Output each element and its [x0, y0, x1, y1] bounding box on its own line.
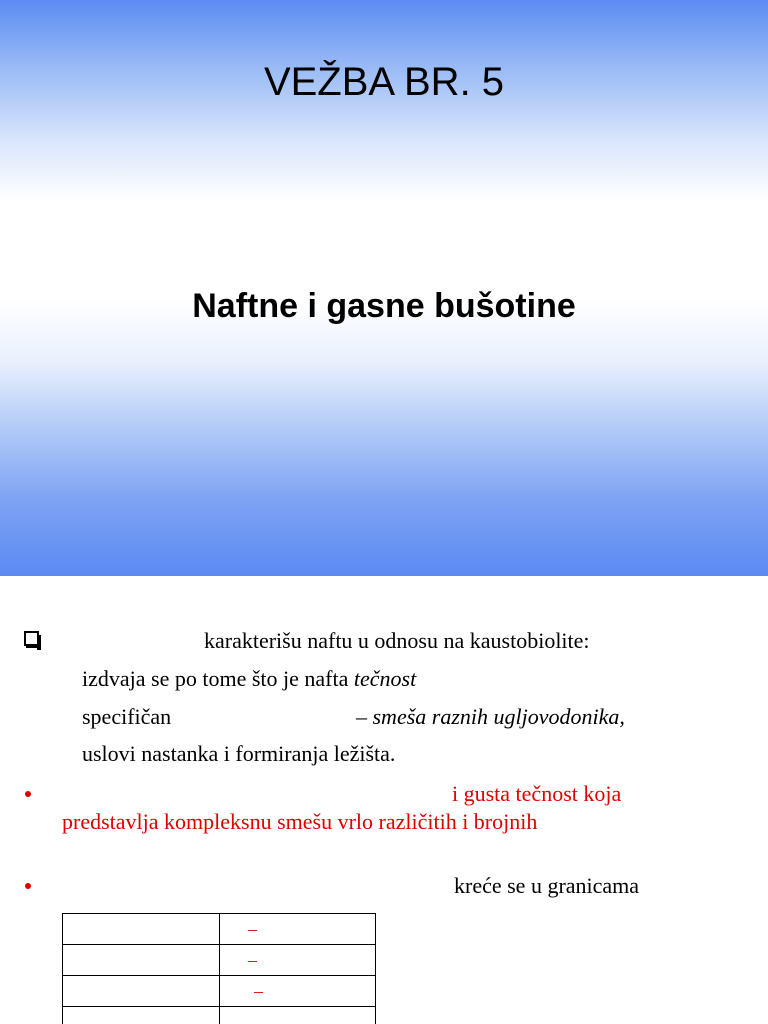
table-cell: [220, 1007, 376, 1024]
sub-line-3: uslovi nastanka i formiranja ležišta.: [82, 741, 396, 766]
red-bullet-icon: [25, 791, 31, 797]
sub-line-1-text: izdvaja se po tome što je nafta: [82, 666, 349, 691]
table-cell: [63, 945, 220, 976]
sub-line-1-italic: tečnost: [353, 666, 417, 691]
sub-line-2-italic: – smeša raznih ugljovodonika,: [356, 704, 625, 729]
table-cell: [63, 914, 220, 945]
data-table: [62, 913, 376, 1024]
slide-title: VEŽBA BR. 5: [263, 60, 505, 104]
table-row: [63, 1007, 376, 1024]
table-cell: –: [220, 945, 376, 976]
red-bullet-icon: [25, 883, 31, 889]
table-cell: [63, 976, 220, 1007]
table-cell: –: [220, 976, 376, 1007]
intro-line: karakterišu naftu u odnosu na kaustobiolite:: [204, 628, 590, 653]
sub-line-1: [82, 666, 416, 692]
table-row: [63, 914, 376, 945]
table-cell: [63, 1007, 220, 1024]
slide-subtitle: Naftne i gasne bušotine: [192, 287, 576, 325]
table-row: [63, 945, 376, 976]
red-line-2: predstavlja kompleksnu smešu vrlo različitih i brojnih: [62, 809, 538, 834]
checkbox-bullet-icon: [24, 631, 39, 646]
range-line: kreće se u granicama: [454, 873, 640, 898]
red-line-1: i gusta tečnost koja: [452, 781, 622, 806]
table-row: [63, 976, 376, 1007]
content-slide: [0, 576, 768, 1024]
sub-line-2-text: specifičan: [82, 704, 172, 729]
table-cell: –: [220, 914, 376, 945]
